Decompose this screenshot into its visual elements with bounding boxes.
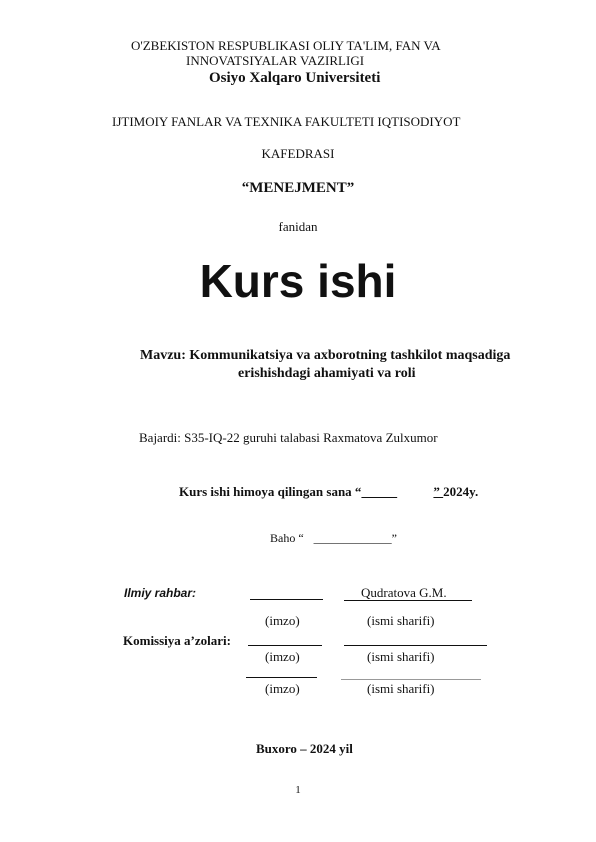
supervisor-name-caption: (ismi sharifi) — [367, 613, 435, 628]
defense-year: 2024y. — [443, 484, 479, 499]
subject-name: “MENEJMENT” — [241, 180, 355, 196]
document-title: Kurs ishi — [199, 255, 397, 307]
commission-name-caption-2: (ismi sharifi) — [367, 681, 435, 696]
faculty-line: IJTIMOIY FANLAR VA TEXNIKA FAKULTETI IQTISODIYOT — [112, 114, 461, 129]
supervisor-sign-caption: (imzo) — [265, 613, 300, 628]
department-line: KAFEDRASI — [261, 146, 335, 161]
city-year: Buxoro – 2024 yil — [256, 741, 353, 756]
commission-sign-caption-1: (imzo) — [265, 649, 300, 664]
supervisor-signature-line — [250, 599, 323, 600]
subject-suffix: fanidan — [278, 219, 318, 234]
ministry-line-1: O'ZBEKISTON RESPUBLIKASI OLIY TA'LIM, FAN VA — [131, 38, 441, 53]
grade-blank: _____________ — [313, 531, 392, 545]
defense-date-blank — [361, 484, 433, 500]
commission-signature-line-2 — [246, 677, 317, 678]
topic-line-1: Mavzu: Kommunikatsiya va axborotning tashkilot maqsadiga — [140, 348, 511, 363]
commission-sign-caption-2: (imzo) — [265, 681, 300, 696]
supervisor-name: Qudratova G.M. — [361, 585, 447, 600]
defense-date-line — [179, 484, 478, 500]
author-line: Bajardi: S35-IQ-22 guruhi talabasi Raxmatova Zulxumor — [139, 430, 438, 445]
grade-label: Baho “ — [270, 531, 304, 545]
grade-line — [270, 531, 397, 546]
ministry-line-2: INNOVATSIYALAR VAZIRLIGI — [186, 53, 365, 68]
commission-name-caption-1: (ismi sharifi) — [367, 649, 435, 664]
topic-line-2: erishishdagi ahamiyati va roli — [238, 366, 416, 381]
supervisor-label: Ilmiy rahbar: — [124, 586, 197, 600]
university-name: Osiyo Xalqaro Universiteti — [209, 70, 381, 86]
page-number: 1 — [295, 784, 301, 796]
commission-label: Komissiya a’zolari: — [123, 633, 231, 648]
supervisor-name-line — [344, 600, 472, 601]
defense-prefix: Kurs ishi himoya qilingan sana “ — [179, 484, 362, 499]
grade-close: ” — [391, 531, 397, 545]
commission-signature-line-1 — [248, 645, 322, 646]
commission-name-line-2 — [341, 679, 481, 680]
defense-close: ” — [433, 484, 444, 499]
commission-name-line-1 — [344, 645, 487, 646]
